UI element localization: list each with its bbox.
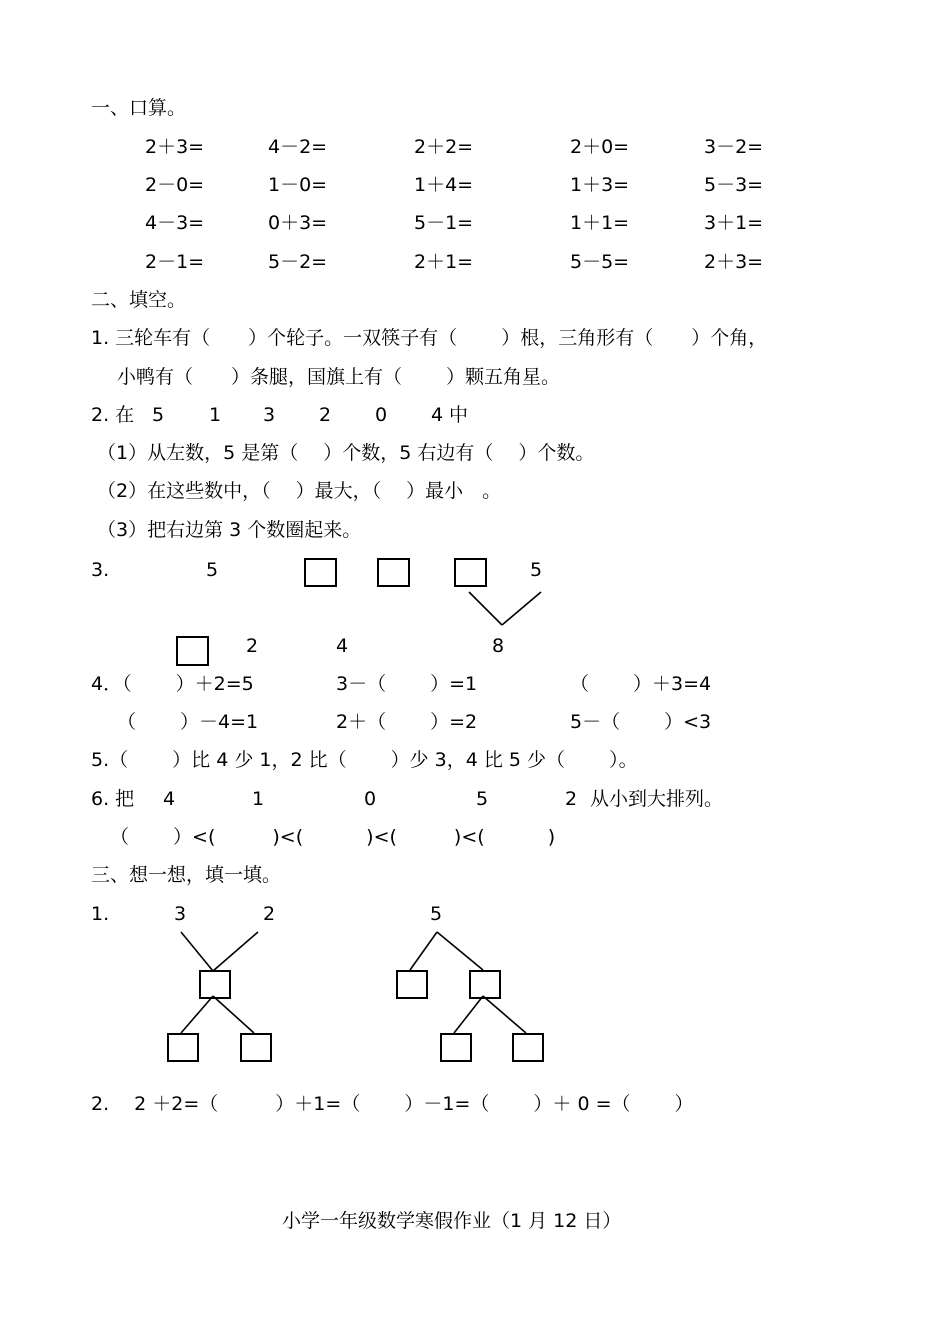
section3-heading: 三、想一想，填一填。 bbox=[91, 864, 282, 886]
q2-part3: （3）把右边第 3 个数圈起来。 bbox=[97, 519, 362, 541]
calc-r4-c2: 5－2= bbox=[268, 251, 328, 273]
q3-label: 3. bbox=[91, 559, 110, 581]
q2-number: 4 bbox=[431, 404, 444, 426]
calc-r2-c4: 1＋3= bbox=[570, 174, 630, 196]
q3-left-top: 5 bbox=[206, 559, 219, 581]
q6-number: 2 bbox=[565, 788, 578, 810]
calc-r3-c1: 4－3= bbox=[145, 212, 205, 234]
s3-q1-label: 1. bbox=[91, 903, 110, 925]
q6-number: 0 bbox=[364, 788, 377, 810]
q4-r2-c1: （ ）－4=1 bbox=[117, 711, 259, 733]
q3-right-bottom: 8 bbox=[492, 635, 505, 657]
q4-r1-c3: （ ）＋3=4 bbox=[570, 673, 712, 695]
q3-answer-box[interactable] bbox=[454, 558, 487, 587]
q4-r2-c3: 5－（ ）<3 bbox=[570, 711, 712, 733]
tree1-answer-box[interactable] bbox=[199, 970, 231, 999]
q3-left-bottom: 2 bbox=[246, 635, 259, 657]
q2-number: 5 bbox=[152, 404, 165, 426]
calc-r2-c5: 5－3= bbox=[704, 174, 764, 196]
s3-q2: 2. 2 ＋2=（ ）＋1=（ ）－1=（ ）＋ 0 =（ ） bbox=[91, 1093, 694, 1115]
q1-line2: 小鸭有（ ）条腿，国旗上有（ ）颗五角星。 bbox=[117, 366, 561, 388]
calc-r4-c1: 2－1= bbox=[145, 251, 205, 273]
calc-r3-c5: 3＋1= bbox=[704, 212, 764, 234]
tree1-answer-box[interactable] bbox=[167, 1033, 199, 1062]
calc-r2-c2: 1－0= bbox=[268, 174, 328, 196]
tree2-answer-box[interactable] bbox=[469, 970, 501, 999]
q2-intro: 2. 在 bbox=[91, 404, 135, 426]
q4-r1-c2: 3－（ ）=1 bbox=[336, 673, 478, 695]
tree2-connector-line bbox=[454, 996, 483, 1033]
q6-number: 5 bbox=[476, 788, 489, 810]
q6-suffix: 从小到大排列。 bbox=[590, 788, 724, 810]
q6-number: 1 bbox=[252, 788, 265, 810]
tree2-answer-box[interactable] bbox=[396, 970, 428, 999]
tree1-connector-line bbox=[213, 932, 258, 971]
calc-r3-c2: 0＋3= bbox=[268, 212, 328, 234]
tree2-answer-box[interactable] bbox=[512, 1033, 544, 1062]
calc-r2-c3: 1＋4= bbox=[414, 174, 474, 196]
calc-r1-c4: 2＋0= bbox=[570, 136, 630, 158]
tree2-top: 5 bbox=[430, 903, 443, 925]
q2-number: 3 bbox=[263, 404, 276, 426]
calc-r3-c4: 1＋1= bbox=[570, 212, 630, 234]
q6-intro: 6. 把 bbox=[91, 788, 135, 810]
tree1-connector-line bbox=[213, 996, 254, 1033]
tree2-answer-box[interactable] bbox=[440, 1033, 472, 1062]
q3-connector-line bbox=[502, 592, 541, 625]
tree1-connector-line bbox=[181, 932, 213, 971]
calc-r1-c2: 4－2= bbox=[268, 136, 328, 158]
calc-r4-c4: 5－5= bbox=[570, 251, 630, 273]
q2-suffix: 中 bbox=[449, 404, 469, 426]
q3-connector-line bbox=[469, 592, 502, 625]
tree2-connector-line bbox=[483, 996, 526, 1033]
section2-heading: 二、填空。 bbox=[91, 289, 187, 311]
tree1-connector-line bbox=[181, 996, 213, 1033]
q3-answer-box[interactable] bbox=[304, 558, 337, 587]
q3-left-bottom: 4 bbox=[336, 635, 349, 657]
calc-r4-c3: 2＋1= bbox=[414, 251, 474, 273]
tree1-answer-box[interactable] bbox=[240, 1033, 272, 1062]
q3-answer-box[interactable] bbox=[176, 636, 209, 666]
q2-number: 0 bbox=[375, 404, 388, 426]
q2-number: 1 bbox=[209, 404, 222, 426]
calc-r2-c1: 2－0= bbox=[145, 174, 205, 196]
calc-r4-c5: 2＋3= bbox=[704, 251, 764, 273]
tree1-top: 3 bbox=[174, 903, 187, 925]
q3-right-top: 5 bbox=[530, 559, 543, 581]
q6-answer: （ ）<( )<( )<( )<( ) bbox=[110, 826, 556, 848]
q5: 5.（ ）比 4 少 1，2 比（ ）少 3，4 比 5 少（ ）。 bbox=[91, 749, 638, 771]
q2-part1: （1）从左数，5 是第（ ）个数，5 右边有（ ）个数。 bbox=[97, 442, 595, 464]
q4-r1-c1: 4．（ ）＋2=5 bbox=[91, 673, 254, 695]
tree2-connector-line bbox=[437, 932, 483, 970]
q3-answer-box[interactable] bbox=[377, 558, 410, 587]
q2-number: 2 bbox=[319, 404, 332, 426]
section1-heading: 一、口算。 bbox=[91, 97, 187, 119]
calc-r1-c5: 3－2= bbox=[704, 136, 764, 158]
calc-r3-c3: 5－1= bbox=[414, 212, 474, 234]
footer-title: 小学一年级数学寒假作业（1 月 12 日） bbox=[282, 1210, 622, 1232]
q4-r2-c2: 2＋（ ）=2 bbox=[336, 711, 478, 733]
calc-r1-c1: 2＋3= bbox=[145, 136, 205, 158]
tree2-connector-line bbox=[410, 932, 437, 970]
tree1-top: 2 bbox=[263, 903, 276, 925]
q6-number: 4 bbox=[163, 788, 176, 810]
calc-r1-c3: 2＋2= bbox=[414, 136, 474, 158]
q2-part2: （2）在这些数中，（ ）最大，（ ）最小 。 bbox=[97, 480, 502, 502]
q1-line1: 1. 三轮车有（ ）个轮子。一双筷子有（ ）根，三角形有（ ）个角， bbox=[91, 327, 768, 349]
